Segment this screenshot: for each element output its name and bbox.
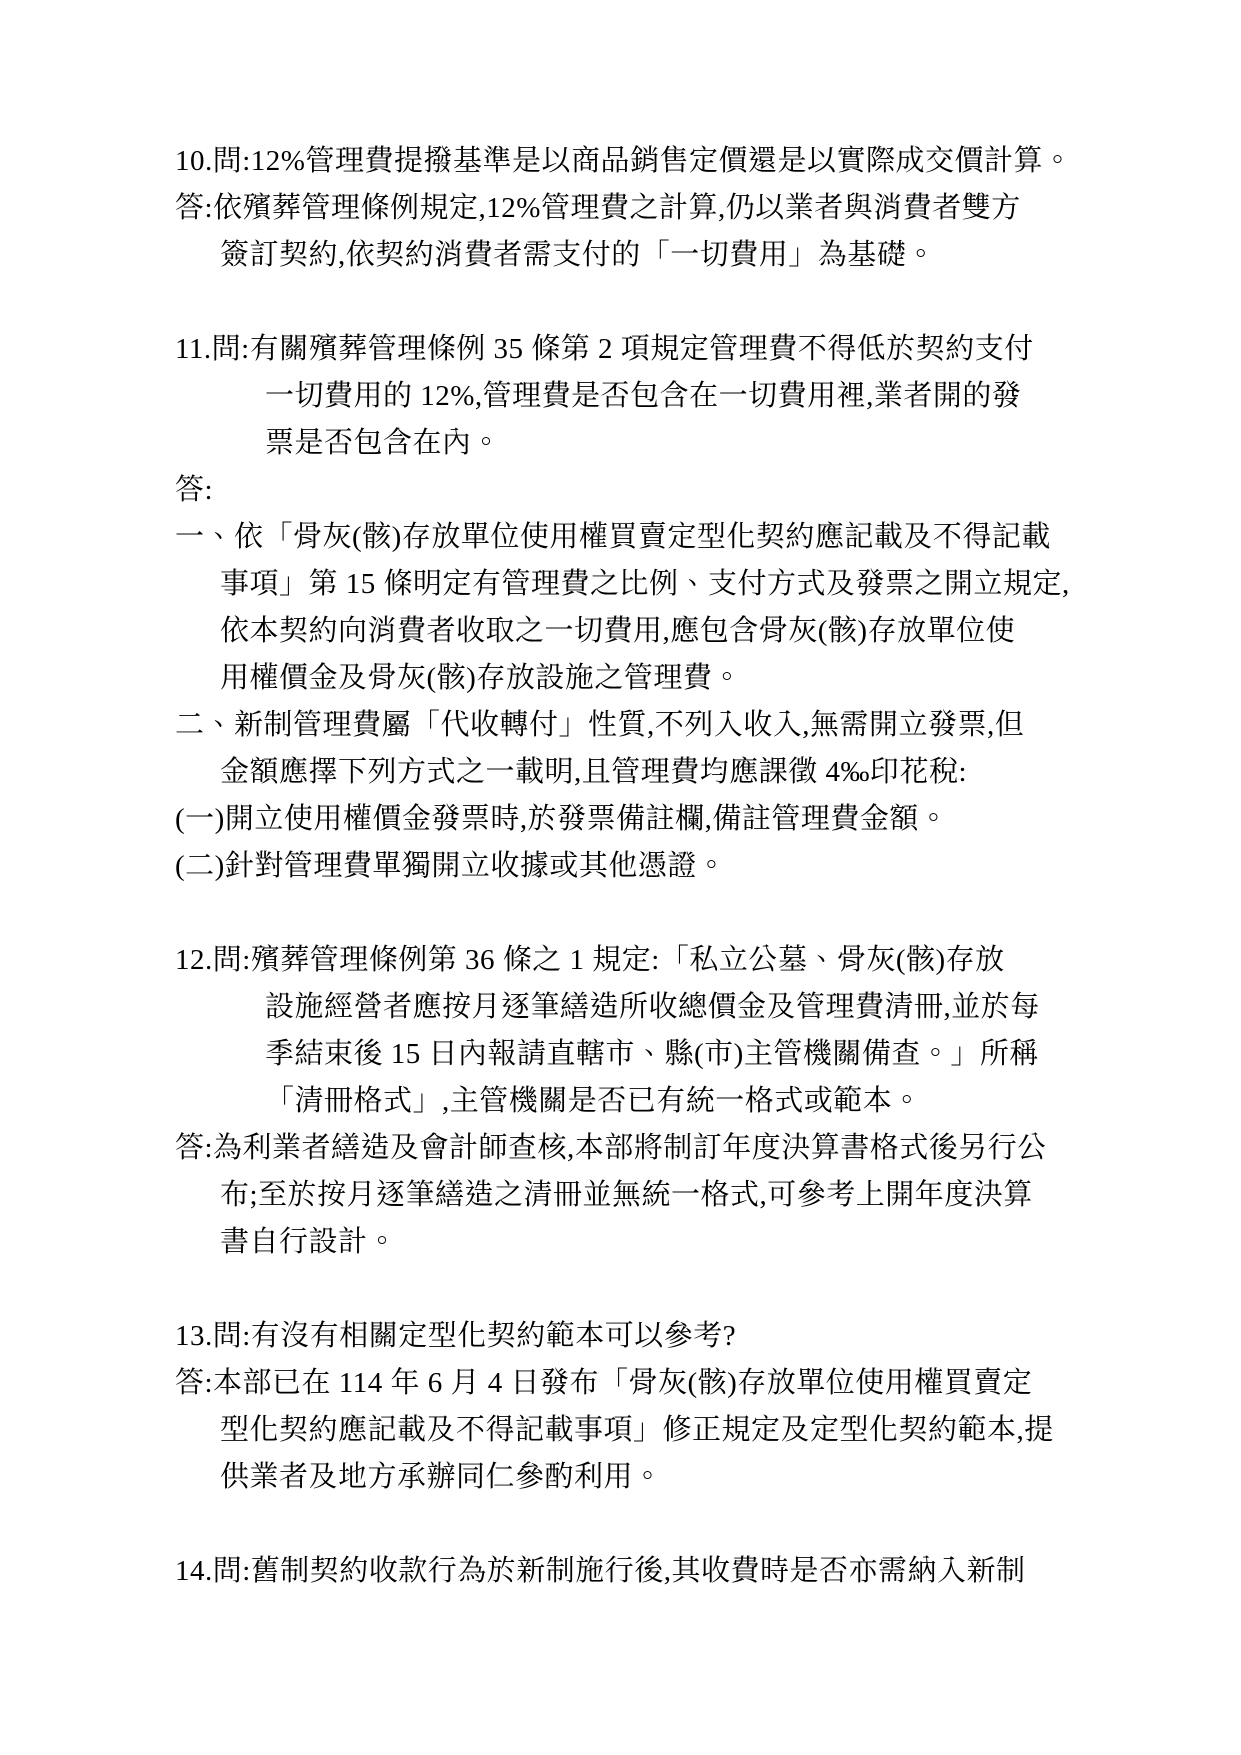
faq-item-12-answer-line: 布;至於按月逐筆繕造之清冊並無統一格式,可參考上開年度決算 [220,1179,1033,1211]
faq-item-11-answer-subpoint-1-line: (一)開立使用權價金發票時,於發票備註欄,備註管理費金額。 [175,803,949,835]
faq-item-12-answer-line: 答:為利業者繕造及會計師查核,本部將制訂年度決算書格式後另行公 [175,1132,1047,1164]
faq-item-13-answer-line: 型化契約應記載及不得記載事項」修正規定及定型化契約範本,提 [220,1414,1054,1446]
faq-item-13-answer-line: 供業者及地方承辦同仁參酌利用。 [220,1461,663,1493]
blank-line [175,1501,1171,1548]
faq-item-10-question-line: 10.問:12%管理費提撥基準是以商品銷售定價還是以實際成交價計算。 [175,145,1073,177]
faq-item-13-answer-line: 答:本部已在 114 年 6 月 4 日發布「骨灰(骸)存放單位使用權買賣定 [175,1367,1033,1399]
faq-item-11-answer-point-1-line: 依本契約向消費者收取之一切費用,應包含骨灰(骸)存放單位使 [220,615,1016,647]
blank-line [175,279,1171,326]
faq-item-11-question-line: 11.問:有關殯葬管理條例 35 條第 2 項規定管理費不得低於契約支付 [175,333,1034,365]
faq-item-12-question-line: 季結束後 15 日內報請直轄市、縣(市)主管機關備查。」所稱 [265,1038,1039,1070]
faq-item-11-answer-point-1-line: 事項」第 15 條明定有管理費之比例、支付方式及發票之開立規定, [220,568,1070,600]
faq-item-12-question-line: 設施經營者應按月逐筆繕造所收總價金及管理費清冊,並於每 [265,991,1040,1023]
faq-item-11-answer-subpoint-2-line: (二)針對管理費單獨開立收據或其他憑證。 [175,850,727,882]
faq-item-12-question-line: 「清冊格式」,主管機關是否已有統一格式或範本。 [265,1085,922,1117]
faq-item-13-question-line: 13.問:有沒有相關定型化契約範本可以參考? [175,1320,737,1352]
faq-item-10-answer-line: 簽訂契約,依契約消費者需支付的「一切費用」為基礎。 [220,239,936,271]
faq-item-12-question-line: 12.問:殯葬管理條例第 36 條之 1 規定:「私立公墓、骨灰(骸)存放 [175,944,1005,976]
faq-item-11-answer-point-2-line: 二、新制管理費屬「代收轉付」性質,不列入收入,無需開立發票,但 [175,709,1025,741]
faq-item-12-answer-line: 書自行設計。 [220,1226,398,1258]
faq-item-10-answer-line: 答:依殯葬管理條例規定,12%管理費之計算,仍以業者與消費者雙方 [175,192,1021,224]
faq-item-11-question-line: 一切費用的 12%,管理費是否包含在一切費用裡,業者開的發 [265,380,1022,412]
faq-item-11-answer-point-1-line: 一、依「骨灰(骸)存放單位使用權買賣定型化契約應記載及不得記載 [175,521,1051,553]
blank-line [175,890,1171,937]
faq-item-11-answer-label: 答: [175,474,214,506]
blank-line [175,1266,1171,1313]
faq-item-11-answer-point-2-line: 金額應擇下列方式之一載明,且管理費均應課徵 4‰印花稅: [220,756,968,788]
faq-item-11-answer-point-1-line: 用權價金及骨灰(骸)存放設施之管理費。 [220,662,742,694]
faq-item-11-question-line: 票是否包含在內。 [265,427,502,459]
faq-item-14-question-line: 14.問:舊制契約收款行為於新制施行後,其收費時是否亦需納入新制 [175,1555,1026,1587]
